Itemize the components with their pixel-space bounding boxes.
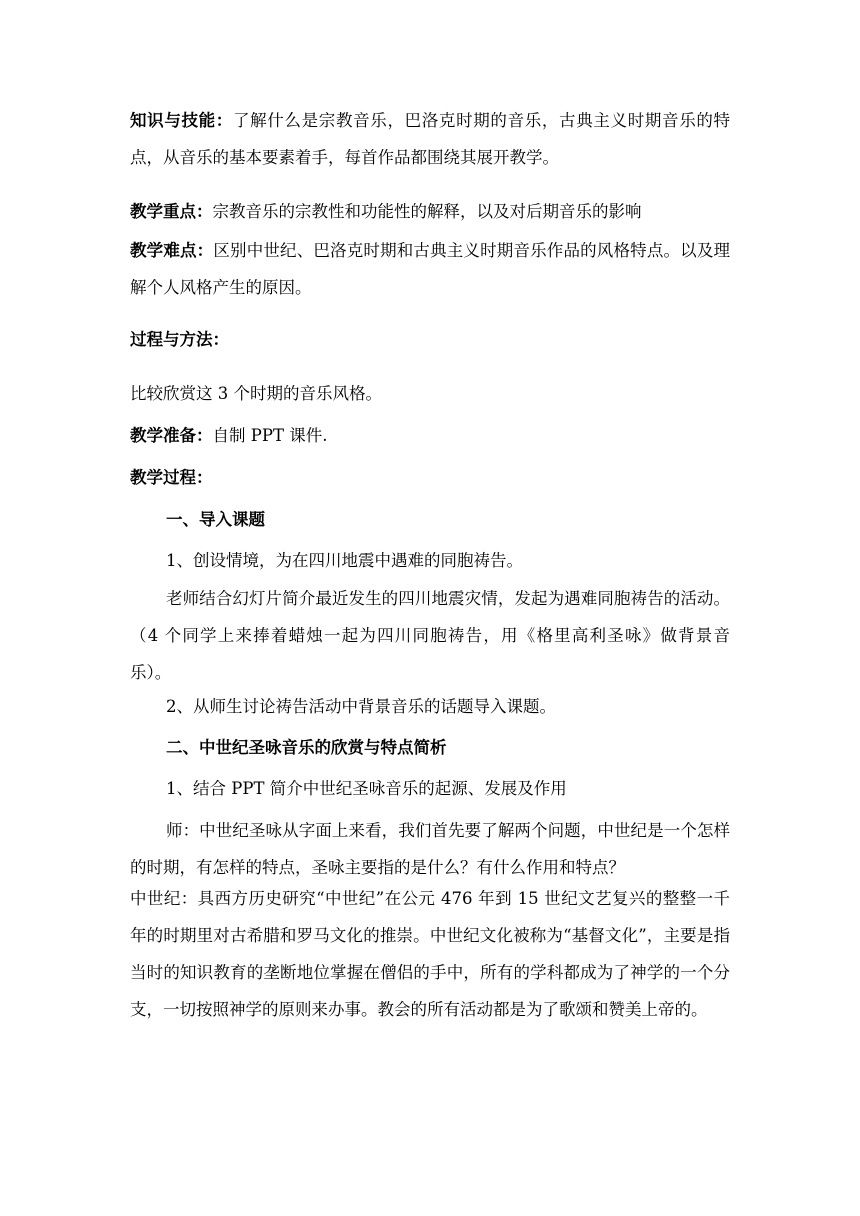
preparation-paragraph — [130, 417, 730, 454]
difficulties-text: 区别中世纪、巴洛克时期和古典主义时期音乐作品的风格特点。以及理解个人风格产生的原因。 — [130, 241, 731, 297]
teaching-process-heading: 教学过程： — [130, 468, 213, 487]
key-points-paragraph — [130, 193, 730, 230]
section2-item1: 1、结合 PPT 简介中世纪圣咏音乐的起源、发展及作用 — [166, 779, 567, 798]
knowledge-skills-paragraph — [130, 102, 730, 176]
section1-item1-detail: 老师结合幻灯片简介最近发生的四川地震灾情，发起为遇难同胞祷告的活动。（4 个同学上来捧着蜡烛一起为四川同胞祷告，用《格里高利圣咏》做背景音乐）。 — [130, 589, 730, 682]
section1-heading: 一、导入课题 — [166, 510, 265, 529]
key-points-text: 宗教音乐的宗教性和功能性的解释，以及对后期音乐的影响 — [212, 202, 642, 221]
process-method-heading: 过程与方法： — [130, 330, 229, 349]
preparation-label: 教学准备： — [130, 426, 213, 445]
section2-middle-ages-paragraph: 中世纪：具西方历史研究“中世纪”在公元 476 年到 15 世纪文艺复兴的整整一千年的时期里对古希腊和罗马文化的推崇。中世纪文化被称为“基督文化”，主要是指当时的知识教育的垄断地位掌握在僧侣的手中，所有的学科都成为了神学的一个分支，一切按照神学的原则来办事。教会的所有活动都是为了歌颂和赞美上帝的。 — [130, 889, 730, 1019]
key-points-label: 教学重点： — [130, 202, 213, 221]
section2-teacher-paragraph: 师：中世纪圣咏从字面上来看，我们首先要了解两个问题，中世纪是一个怎样的时期，有怎样的特点，圣咏主要指的是什么？有什么作用和特点？ — [130, 821, 730, 877]
knowledge-skills-label: 知识与技能： — [130, 111, 233, 130]
difficulties-label: 教学难点： — [130, 241, 214, 260]
preparation-text: 自制 PPT 课件. — [212, 426, 328, 445]
process-method-text: 比较欣赏这 3 个时期的音乐风格。 — [130, 384, 382, 403]
section1-item2: 2、从师生讨论祷告活动中背景音乐的话题导入课题。 — [166, 697, 556, 716]
section2-heading: 二、中世纪圣咏音乐的欣赏与特点简析 — [166, 738, 447, 757]
section1-item1: 1、创设情境，为在四川地震中遇难的同胞祷告。 — [166, 551, 523, 570]
difficulties-paragraph — [130, 232, 730, 306]
knowledge-skills-text: 了解什么是宗教音乐，巴洛克时期的音乐，古典主义时期音乐的特点，从音乐的基本要素着手，每首作品都围绕其展开教学。 — [130, 111, 731, 167]
